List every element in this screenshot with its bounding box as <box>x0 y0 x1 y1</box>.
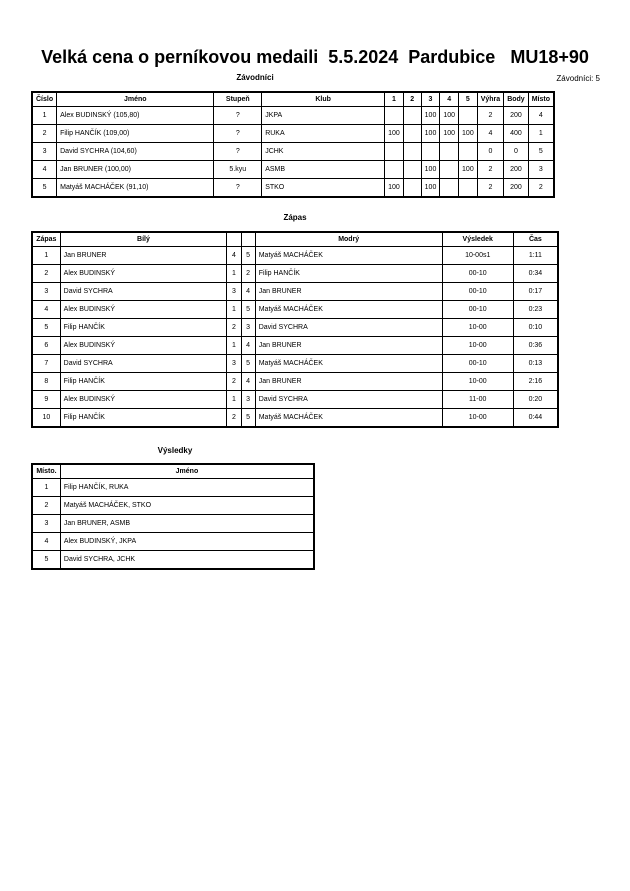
table-row <box>32 391 558 409</box>
cell-bout-4 <box>440 179 459 198</box>
cell-white-number: 2 <box>227 409 241 428</box>
cell-bout-1: 100 <box>385 125 404 143</box>
col-header-white: Bílý <box>60 232 227 247</box>
competitors-header-row <box>32 92 554 107</box>
cell-place: 4 <box>528 107 554 125</box>
table-row <box>32 107 554 125</box>
cell-number: 1 <box>32 107 57 125</box>
cell-points: 0 <box>504 143 529 161</box>
cell-place: 5 <box>32 551 60 570</box>
cell-club: JCHK <box>262 143 385 161</box>
cell-bout-4 <box>440 143 459 161</box>
table-row <box>32 319 558 337</box>
results-label: Výsledky <box>157 446 193 455</box>
cell-blue: Jan BRUNER <box>255 283 442 301</box>
cell-blue: Jan BRUNER <box>255 337 442 355</box>
cell-bout-3: 100 <box>421 107 440 125</box>
cell-blue: Matyáš MACHÁČEK <box>255 301 442 319</box>
cell-match: 8 <box>32 373 60 391</box>
col-header-match: Zápas <box>32 232 60 247</box>
cell-blue-number: 5 <box>241 355 255 373</box>
cell-name: David SYCHRA (104,60) <box>57 143 214 161</box>
cell-bout-1 <box>385 161 404 179</box>
cell-white-number: 2 <box>227 373 241 391</box>
cell-match: 2 <box>32 265 60 283</box>
cell-blue: Jan BRUNER <box>255 373 442 391</box>
cell-blue-number: 4 <box>241 283 255 301</box>
col-header-name: Jméno <box>57 92 214 107</box>
table-row <box>32 479 314 497</box>
cell-result: 00-10 <box>442 265 513 283</box>
cell-white-number: 1 <box>227 391 241 409</box>
cell-wins: 2 <box>477 179 503 198</box>
cell-bout-3 <box>421 143 440 161</box>
col-header-bout-2: 2 <box>403 92 421 107</box>
cell-club: STKO <box>262 179 385 198</box>
cell-result: 10-00 <box>442 319 513 337</box>
cell-time: 0:10 <box>513 319 558 337</box>
col-header-bout-1: 1 <box>385 92 404 107</box>
cell-white: David SYCHRA <box>60 355 227 373</box>
cell-place: 2 <box>528 179 554 198</box>
cell-grade: ? <box>214 179 262 198</box>
cell-white: Alex BUDINSKÝ <box>60 337 227 355</box>
cell-result: 10-00 <box>442 409 513 428</box>
cell-number: 5 <box>32 179 57 198</box>
col-header-bout-5: 5 <box>459 92 478 107</box>
cell-points: 200 <box>504 107 529 125</box>
cell-white: Jan BRUNER <box>60 247 227 265</box>
cell-bout-3: 100 <box>421 179 440 198</box>
cell-bout-2 <box>403 107 421 125</box>
cell-result: 00-10 <box>442 283 513 301</box>
cell-points: 200 <box>504 161 529 179</box>
cell-blue: David SYCHRA <box>255 319 442 337</box>
cell-name: Filip HANČÍK, RUKA <box>60 479 314 497</box>
cell-match: 9 <box>32 391 60 409</box>
col-header-time: Čas <box>513 232 558 247</box>
matches-table <box>31 231 559 428</box>
cell-grade: ? <box>214 107 262 125</box>
table-row <box>32 125 554 143</box>
cell-bout-2 <box>403 179 421 198</box>
cell-blue: Matyáš MACHÁČEK <box>255 409 442 428</box>
cell-bout-2 <box>403 125 421 143</box>
cell-blue-number: 4 <box>241 337 255 355</box>
cell-wins: 0 <box>477 143 503 161</box>
table-row <box>32 265 558 283</box>
cell-result: 00-10 <box>442 301 513 319</box>
cell-blue-number: 5 <box>241 247 255 265</box>
cell-match: 1 <box>32 247 60 265</box>
cell-white: Alex BUDINSKÝ <box>60 265 227 283</box>
cell-blue: Filip HANČÍK <box>255 265 442 283</box>
cell-bout-2 <box>403 143 421 161</box>
cell-time: 1:11 <box>513 247 558 265</box>
cell-blue-number: 3 <box>241 319 255 337</box>
cell-blue: Matyáš MACHÁČEK <box>255 355 442 373</box>
col-header-white-number <box>227 232 241 247</box>
cell-blue: David SYCHRA <box>255 391 442 409</box>
cell-white-number: 1 <box>227 337 241 355</box>
table-row <box>32 161 554 179</box>
matches-label: Zápas <box>283 213 307 222</box>
cell-match: 6 <box>32 337 60 355</box>
cell-white-number: 1 <box>227 265 241 283</box>
cell-white: David SYCHRA <box>60 283 227 301</box>
col-header-blue-number <box>241 232 255 247</box>
table-row <box>32 409 558 428</box>
competitors-count: Závodníci: 5 <box>556 74 600 83</box>
table-row <box>32 497 314 515</box>
cell-bout-1: 100 <box>385 179 404 198</box>
table-row <box>32 515 314 533</box>
col-header-points: Body <box>504 92 529 107</box>
cell-name: Filip HANČÍK (109,00) <box>57 125 214 143</box>
cell-white-number: 1 <box>227 301 241 319</box>
cell-white: Filip HANČÍK <box>60 319 227 337</box>
cell-club: JKPA <box>262 107 385 125</box>
cell-result: 00-10 <box>442 355 513 373</box>
cell-grade: 5.kyu <box>214 161 262 179</box>
table-row <box>32 337 558 355</box>
cell-match: 7 <box>32 355 60 373</box>
cell-place: 3 <box>528 161 554 179</box>
cell-wins: 2 <box>477 161 503 179</box>
cell-time: 2:16 <box>513 373 558 391</box>
cell-points: 200 <box>504 179 529 198</box>
competitors-label: Závodníci <box>236 73 274 82</box>
cell-name: Jan BRUNER, ASMB <box>60 515 314 533</box>
cell-white: Alex BUDINSKÝ <box>60 301 227 319</box>
cell-blue-number: 5 <box>241 301 255 319</box>
matches-header-row <box>32 232 558 247</box>
cell-time: 0:44 <box>513 409 558 428</box>
table-row <box>32 373 558 391</box>
cell-blue-number: 4 <box>241 373 255 391</box>
cell-club: RUKA <box>262 125 385 143</box>
cell-bout-3: 100 <box>421 125 440 143</box>
cell-white-number: 3 <box>227 283 241 301</box>
cell-grade: ? <box>214 143 262 161</box>
cell-name: Alex BUDINSKÝ, JKPA <box>60 533 314 551</box>
cell-name: Matyáš MACHÁČEK (91,10) <box>57 179 214 198</box>
col-header-name: Jméno <box>60 464 314 479</box>
cell-bout-5: 100 <box>459 125 478 143</box>
cell-bout-4: 100 <box>440 125 459 143</box>
cell-bout-5 <box>459 107 478 125</box>
cell-points: 400 <box>504 125 529 143</box>
competitors-table <box>31 91 555 198</box>
cell-bout-5 <box>459 179 478 198</box>
cell-blue-number: 5 <box>241 409 255 428</box>
col-header-bout-4: 4 <box>440 92 459 107</box>
cell-number: 2 <box>32 125 57 143</box>
cell-bout-5: 100 <box>459 161 478 179</box>
cell-result: 11-00 <box>442 391 513 409</box>
table-row <box>32 301 558 319</box>
col-header-grade: Stupeň <box>214 92 262 107</box>
cell-white: Filip HANČÍK <box>60 409 227 428</box>
col-header-place: Místo <box>528 92 554 107</box>
results-table <box>31 463 315 570</box>
table-row <box>32 143 554 161</box>
cell-number: 4 <box>32 161 57 179</box>
cell-match: 4 <box>32 301 60 319</box>
cell-name: Matyáš MACHÁČEK, STKO <box>60 497 314 515</box>
cell-bout-5 <box>459 143 478 161</box>
cell-white-number: 2 <box>227 319 241 337</box>
cell-bout-1 <box>385 107 404 125</box>
cell-match: 10 <box>32 409 60 428</box>
cell-white: Filip HANČÍK <box>60 373 227 391</box>
cell-match: 3 <box>32 283 60 301</box>
cell-bout-4: 100 <box>440 107 459 125</box>
col-header-club: Klub <box>262 92 385 107</box>
cell-club: ASMB <box>262 161 385 179</box>
cell-bout-3: 100 <box>421 161 440 179</box>
page-title: Velká cena o perníkovou medaili 5.5.2024 Pardubice MU18+90 <box>41 47 589 67</box>
col-header-blue: Modrý <box>255 232 442 247</box>
cell-result: 10-00 <box>442 373 513 391</box>
cell-blue-number: 3 <box>241 391 255 409</box>
cell-wins: 4 <box>477 125 503 143</box>
cell-white-number: 3 <box>227 355 241 373</box>
cell-blue: Matyáš MACHÁČEK <box>255 247 442 265</box>
cell-bout-4 <box>440 161 459 179</box>
cell-place: 5 <box>528 143 554 161</box>
table-row <box>32 179 554 198</box>
cell-name: Alex BUDINSKÝ (105,80) <box>57 107 214 125</box>
col-header-wins: Výhra <box>477 92 503 107</box>
cell-place: 3 <box>32 515 60 533</box>
table-row <box>32 551 314 570</box>
cell-number: 3 <box>32 143 57 161</box>
cell-time: 0:23 <box>513 301 558 319</box>
table-row <box>32 533 314 551</box>
table-row <box>32 247 558 265</box>
table-row <box>32 283 558 301</box>
cell-place: 2 <box>32 497 60 515</box>
cell-white-number: 4 <box>227 247 241 265</box>
col-header-number: Číslo <box>32 92 57 107</box>
cell-time: 0:20 <box>513 391 558 409</box>
col-header-result: Výsledek <box>442 232 513 247</box>
cell-name: David SYCHRA, JCHK <box>60 551 314 570</box>
col-header-place: Místo. <box>32 464 60 479</box>
cell-time: 0:34 <box>513 265 558 283</box>
cell-name: Jan BRUNER (100,00) <box>57 161 214 179</box>
cell-place: 4 <box>32 533 60 551</box>
col-header-bout-3: 3 <box>421 92 440 107</box>
cell-bout-2 <box>403 161 421 179</box>
table-row <box>32 355 558 373</box>
cell-time: 0:36 <box>513 337 558 355</box>
cell-result: 10-00s1 <box>442 247 513 265</box>
results-header-row <box>32 464 314 479</box>
cell-time: 0:17 <box>513 283 558 301</box>
cell-wins: 2 <box>477 107 503 125</box>
cell-place: 1 <box>32 479 60 497</box>
cell-bout-1 <box>385 143 404 161</box>
cell-grade: ? <box>214 125 262 143</box>
cell-white: Alex BUDINSKÝ <box>60 391 227 409</box>
cell-result: 10-00 <box>442 337 513 355</box>
cell-blue-number: 2 <box>241 265 255 283</box>
cell-place: 1 <box>528 125 554 143</box>
cell-match: 5 <box>32 319 60 337</box>
cell-time: 0:13 <box>513 355 558 373</box>
